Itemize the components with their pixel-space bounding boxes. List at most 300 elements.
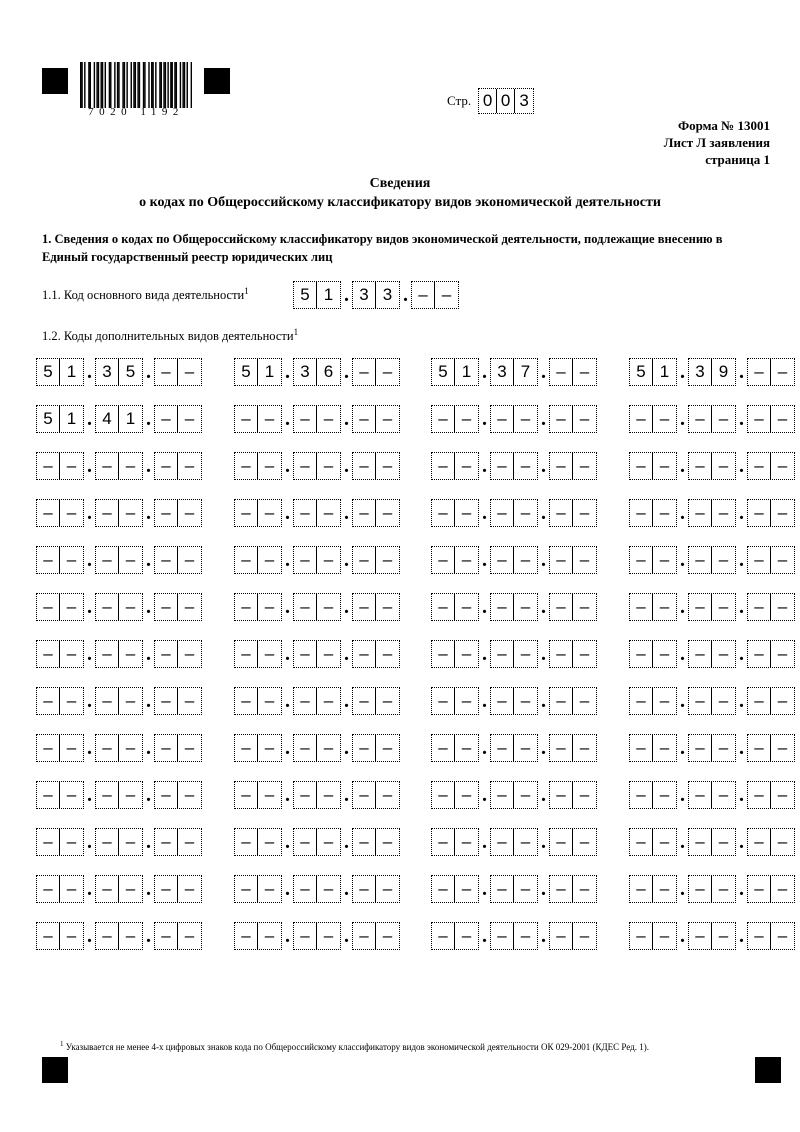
additional-code-cell[interactable]: – [235,641,258,667]
additional-code-cell[interactable]: – [125,503,136,522]
additional-code-cell[interactable]: – [382,597,393,616]
additional-code-cell[interactable]: – [382,503,393,522]
additional-code-cell[interactable]: – [37,500,60,526]
additional-code-cell[interactable]: – [235,406,258,432]
additional-code-cell[interactable]: – [382,926,393,945]
additional-code-pair[interactable] [549,734,597,762]
additional-code-cell[interactable]: – [264,691,275,710]
additional-code-cell[interactable]: – [125,691,136,710]
additional-code-pair[interactable] [154,452,202,480]
additional-code-cell[interactable]: – [264,738,275,757]
additional-code-cell[interactable]: – [66,832,77,851]
additional-code-pair[interactable] [688,405,736,433]
additional-code-pair[interactable] [36,687,84,715]
additional-code-cell[interactable]: – [579,362,590,381]
additional-code-cell[interactable]: 5 [432,359,455,385]
additional-code-cell[interactable]: 5 [37,359,60,385]
additional-code-field[interactable] [234,734,400,762]
additional-code-cell[interactable]: – [323,879,334,898]
additional-code-pair[interactable] [747,687,795,715]
additional-code-pair[interactable] [688,687,736,715]
additional-code-cell[interactable]: – [520,785,531,804]
additional-code-cell[interactable]: – [37,735,60,761]
additional-code-cell[interactable]: – [520,550,531,569]
additional-code-cell[interactable]: 1 [125,409,136,428]
additional-code-pair[interactable] [36,405,84,433]
additional-code-cell[interactable]: – [520,503,531,522]
additional-code-field[interactable] [629,875,795,903]
additional-code-pair[interactable] [490,546,538,574]
additional-code-cell[interactable]: – [37,876,60,902]
additional-code-cell[interactable]: – [432,641,455,667]
additional-code-cell[interactable]: 5 [125,362,136,381]
additional-code-cell[interactable]: – [37,641,60,667]
additional-code-cell[interactable]: 6 [323,362,334,381]
additional-code-pair[interactable] [95,828,143,856]
additional-code-pair[interactable] [549,452,597,480]
additional-code-pair[interactable] [36,358,84,386]
additional-code-cell[interactable]: – [125,644,136,663]
additional-code-pair[interactable] [747,875,795,903]
additional-code-pair[interactable] [747,405,795,433]
additional-code-cell[interactable]: – [155,782,178,808]
additional-code-cell[interactable]: – [659,456,670,475]
additional-code-cell[interactable]: – [689,500,712,526]
additional-code-cell[interactable]: – [630,735,653,761]
additional-code-cell[interactable]: – [184,550,195,569]
additional-code-pair[interactable] [490,781,538,809]
additional-code-pair[interactable] [629,546,677,574]
additional-code-cell[interactable]: – [520,409,531,428]
additional-code-pair[interactable] [293,781,341,809]
additional-code-pair[interactable] [431,734,479,762]
additional-code-cell[interactable]: – [659,832,670,851]
additional-code-pair[interactable] [234,828,282,856]
additional-code-pair[interactable] [431,358,479,386]
additional-code-field[interactable] [431,875,597,903]
additional-code-cell[interactable]: – [689,829,712,855]
additional-code-cell[interactable]: – [550,547,573,573]
additional-code-cell[interactable]: – [323,832,334,851]
additional-code-cell[interactable]: – [66,597,77,616]
additional-code-field[interactable] [629,781,795,809]
additional-code-cell[interactable]: – [264,644,275,663]
additional-code-cell[interactable]: – [630,406,653,432]
additional-code-pair[interactable] [36,922,84,950]
additional-code-pair[interactable] [490,405,538,433]
additional-code-cell[interactable]: – [323,738,334,757]
additional-code-field[interactable] [431,781,597,809]
additional-code-pair[interactable] [629,781,677,809]
additional-code-cell[interactable]: – [689,876,712,902]
additional-code-cell[interactable]: – [96,594,119,620]
additional-code-field[interactable] [629,452,795,480]
additional-code-cell[interactable]: – [66,738,77,757]
additional-code-cell[interactable]: – [37,688,60,714]
additional-code-pair[interactable] [234,734,282,762]
additional-code-cell[interactable]: – [235,829,258,855]
additional-code-field[interactable] [234,546,400,574]
main-activity-code-cell[interactable]: 1 [323,285,334,304]
additional-code-cell[interactable]: – [155,923,178,949]
additional-code-cell[interactable]: – [264,926,275,945]
additional-code-cell[interactable]: – [155,359,178,385]
additional-code-cell[interactable]: – [264,879,275,898]
additional-code-cell[interactable]: – [184,644,195,663]
additional-code-pair[interactable] [293,687,341,715]
additional-code-cell[interactable]: – [323,644,334,663]
additional-code-cell[interactable]: – [432,876,455,902]
additional-code-field[interactable] [36,499,202,527]
additional-code-field[interactable] [629,358,795,386]
additional-code-field[interactable] [629,828,795,856]
additional-code-field[interactable] [431,546,597,574]
additional-code-cell[interactable]: – [579,456,590,475]
additional-code-cell[interactable]: – [748,735,771,761]
additional-code-field[interactable] [234,640,400,668]
additional-code-cell[interactable]: – [689,688,712,714]
additional-code-pair[interactable] [36,452,84,480]
additional-code-cell[interactable]: – [155,547,178,573]
additional-code-cell[interactable]: – [579,503,590,522]
additional-code-pair[interactable] [352,499,400,527]
additional-code-cell[interactable]: – [235,500,258,526]
additional-code-cell[interactable]: – [579,550,590,569]
additional-code-cell[interactable]: – [155,453,178,479]
additional-code-field[interactable] [234,358,400,386]
additional-code-pair[interactable] [352,734,400,762]
additional-code-pair[interactable] [293,922,341,950]
additional-code-cell[interactable]: – [718,456,729,475]
additional-code-pair[interactable] [629,922,677,950]
additional-code-cell[interactable]: – [630,453,653,479]
additional-code-pair[interactable] [490,593,538,621]
additional-code-cell[interactable]: – [37,829,60,855]
additional-code-cell[interactable]: – [184,456,195,475]
additional-code-cell[interactable]: – [353,641,376,667]
additional-code-pair[interactable] [95,734,143,762]
additional-code-cell[interactable]: – [579,785,590,804]
additional-code-field[interactable] [36,452,202,480]
additional-code-pair[interactable] [688,781,736,809]
additional-code-pair[interactable] [352,358,400,386]
additional-code-cell[interactable]: – [155,829,178,855]
additional-code-cell[interactable]: – [550,641,573,667]
additional-code-cell[interactable]: – [659,644,670,663]
additional-code-cell[interactable]: – [718,550,729,569]
main-activity-code-cell[interactable]: – [412,282,435,308]
additional-code-cell[interactable]: – [432,688,455,714]
additional-code-field[interactable] [629,593,795,621]
additional-code-pair[interactable] [234,499,282,527]
additional-code-pair[interactable] [747,499,795,527]
page-number-cell[interactable]: 0 [497,89,515,113]
additional-code-cell[interactable]: 1 [66,409,77,428]
additional-code-cell[interactable]: – [184,926,195,945]
additional-code-cell[interactable]: – [630,876,653,902]
additional-code-cell[interactable]: – [777,503,788,522]
additional-code-cell[interactable]: – [550,594,573,620]
additional-code-cell[interactable]: – [718,879,729,898]
additional-code-cell[interactable]: – [777,550,788,569]
additional-code-cell[interactable]: – [323,691,334,710]
additional-code-field[interactable] [431,593,597,621]
additional-code-pair[interactable] [549,640,597,668]
additional-code-pair[interactable] [688,734,736,762]
additional-code-field[interactable] [36,734,202,762]
additional-code-pair[interactable] [36,499,84,527]
additional-code-pair[interactable] [154,828,202,856]
additional-code-pair[interactable] [154,546,202,574]
additional-code-cell[interactable]: – [294,688,317,714]
additional-code-field[interactable] [234,593,400,621]
additional-code-cell[interactable]: – [432,782,455,808]
additional-code-field[interactable] [36,405,202,433]
additional-code-cell[interactable]: – [125,785,136,804]
additional-code-cell[interactable]: – [630,500,653,526]
main-activity-code-cell[interactable]: 3 [353,282,376,308]
main-activity-code-cell[interactable]: – [441,285,452,304]
additional-code-pair[interactable] [234,640,282,668]
additional-code-pair[interactable] [154,734,202,762]
additional-code-cell[interactable]: 7 [520,362,531,381]
additional-code-cell[interactable]: – [382,832,393,851]
additional-code-pair[interactable] [431,593,479,621]
additional-code-cell[interactable]: – [491,735,514,761]
additional-code-pair[interactable] [431,546,479,574]
additional-code-cell[interactable]: – [155,406,178,432]
additional-code-cell[interactable]: – [777,456,788,475]
additional-code-cell[interactable]: – [264,785,275,804]
additional-code-pair[interactable] [490,499,538,527]
additional-code-cell[interactable]: – [323,456,334,475]
additional-code-cell[interactable]: – [579,832,590,851]
additional-code-cell[interactable]: – [66,785,77,804]
additional-code-cell[interactable]: – [432,500,455,526]
additional-code-cell[interactable]: – [264,503,275,522]
additional-code-cell[interactable]: – [461,832,472,851]
additional-code-cell[interactable]: – [353,923,376,949]
additional-code-cell[interactable]: – [718,926,729,945]
additional-code-cell[interactable]: – [748,359,771,385]
additional-code-cell[interactable]: – [125,926,136,945]
additional-code-cell[interactable]: – [294,735,317,761]
additional-code-pair[interactable] [688,828,736,856]
additional-code-cell[interactable]: – [659,550,670,569]
additional-code-cell[interactable]: – [777,738,788,757]
additional-code-pair[interactable] [36,546,84,574]
additional-code-cell[interactable]: – [66,550,77,569]
additional-code-field[interactable] [36,922,202,950]
additional-code-pair[interactable] [36,875,84,903]
additional-code-field[interactable] [234,452,400,480]
additional-code-cell[interactable]: – [748,453,771,479]
additional-code-cell[interactable]: – [579,879,590,898]
additional-code-pair[interactable] [688,922,736,950]
additional-code-cell[interactable]: – [659,738,670,757]
additional-code-cell[interactable]: 3 [491,359,514,385]
additional-code-cell[interactable]: – [294,594,317,620]
additional-code-cell[interactable]: – [432,829,455,855]
additional-code-cell[interactable]: – [235,594,258,620]
additional-code-pair[interactable] [629,452,677,480]
additional-code-pair[interactable] [490,687,538,715]
additional-code-pair[interactable] [490,922,538,950]
additional-code-cell[interactable]: – [689,453,712,479]
additional-code-pair[interactable] [293,640,341,668]
additional-code-pair[interactable] [154,687,202,715]
additional-code-field[interactable] [629,922,795,950]
additional-code-field[interactable] [36,828,202,856]
additional-code-cell[interactable]: – [718,691,729,710]
additional-code-pair[interactable] [431,781,479,809]
additional-code-cell[interactable]: – [659,503,670,522]
additional-code-cell[interactable]: – [155,641,178,667]
additional-code-cell[interactable]: – [461,456,472,475]
additional-code-pair[interactable] [293,405,341,433]
additional-code-cell[interactable]: – [579,738,590,757]
additional-code-cell[interactable]: – [235,782,258,808]
additional-code-pair[interactable] [293,358,341,386]
main-activity-code-cell[interactable]: 3 [382,285,393,304]
additional-code-cell[interactable]: – [353,782,376,808]
additional-code-cell[interactable]: 3 [96,359,119,385]
additional-code-pair[interactable] [352,687,400,715]
additional-code-cell[interactable]: – [96,782,119,808]
additional-code-cell[interactable]: – [353,876,376,902]
additional-code-cell[interactable]: – [353,500,376,526]
additional-code-field[interactable] [234,875,400,903]
additional-code-cell[interactable]: – [461,926,472,945]
additional-code-cell[interactable]: – [264,456,275,475]
additional-code-field[interactable] [36,640,202,668]
additional-code-pair[interactable] [688,499,736,527]
additional-code-pair[interactable] [688,452,736,480]
additional-code-field[interactable] [431,452,597,480]
additional-code-cell[interactable]: – [235,453,258,479]
additional-code-cell[interactable]: – [748,594,771,620]
additional-code-cell[interactable]: – [630,829,653,855]
additional-code-cell[interactable]: – [748,876,771,902]
additional-code-pair[interactable] [234,687,282,715]
additional-code-pair[interactable] [95,781,143,809]
additional-code-pair[interactable] [747,452,795,480]
additional-code-cell[interactable]: – [491,641,514,667]
additional-code-cell[interactable]: – [353,594,376,620]
additional-code-field[interactable] [629,499,795,527]
additional-code-pair[interactable] [234,593,282,621]
additional-code-pair[interactable] [154,405,202,433]
additional-code-cell[interactable]: – [323,597,334,616]
additional-code-cell[interactable]: – [184,785,195,804]
additional-code-cell[interactable]: – [155,594,178,620]
additional-code-pair[interactable] [629,405,677,433]
additional-code-cell[interactable]: – [579,644,590,663]
additional-code-pair[interactable] [352,640,400,668]
additional-code-cell[interactable]: – [689,547,712,573]
additional-code-pair[interactable] [688,546,736,574]
additional-code-field[interactable] [36,875,202,903]
additional-code-cell[interactable]: – [155,500,178,526]
additional-code-cell[interactable]: – [491,594,514,620]
additional-code-pair[interactable] [747,781,795,809]
additional-code-field[interactable] [36,687,202,715]
additional-code-cell[interactable]: – [491,688,514,714]
additional-code-cell[interactable]: – [184,832,195,851]
additional-code-cell[interactable]: – [294,876,317,902]
additional-code-cell[interactable]: – [777,362,788,381]
additional-code-cell[interactable]: 5 [37,406,60,432]
additional-code-field[interactable] [431,499,597,527]
additional-code-pair[interactable] [95,499,143,527]
additional-code-field[interactable] [431,828,597,856]
additional-code-cell[interactable]: – [66,503,77,522]
additional-code-cell[interactable]: – [432,594,455,620]
additional-code-field[interactable] [234,687,400,715]
additional-code-cell[interactable]: – [520,691,531,710]
additional-code-cell[interactable]: – [37,547,60,573]
additional-code-cell[interactable]: – [630,594,653,620]
additional-code-pair[interactable] [549,546,597,574]
additional-code-pair[interactable] [549,875,597,903]
additional-code-pair[interactable] [747,358,795,386]
additional-code-cell[interactable]: – [550,923,573,949]
additional-code-pair[interactable] [154,875,202,903]
additional-code-pair[interactable] [629,640,677,668]
additional-code-pair[interactable] [431,452,479,480]
additional-code-cell[interactable]: – [748,688,771,714]
additional-code-field[interactable] [36,358,202,386]
additional-code-cell[interactable]: 3 [689,359,712,385]
additional-code-pair[interactable] [629,875,677,903]
additional-code-cell[interactable]: – [461,409,472,428]
additional-code-field[interactable] [234,922,400,950]
additional-code-cell[interactable]: – [748,641,771,667]
additional-code-cell[interactable]: – [491,547,514,573]
main-activity-code-cell[interactable]: 5 [294,282,317,308]
additional-code-cell[interactable]: – [461,879,472,898]
additional-code-cell[interactable]: – [96,735,119,761]
additional-code-cell[interactable]: – [550,688,573,714]
additional-code-cell[interactable]: – [520,456,531,475]
additional-code-cell[interactable]: – [630,688,653,714]
additional-code-cell[interactable]: – [353,735,376,761]
additional-code-pair[interactable] [549,828,597,856]
additional-code-cell[interactable]: – [264,550,275,569]
additional-code-pair[interactable] [352,781,400,809]
additional-code-field[interactable] [431,734,597,762]
additional-code-pair[interactable] [95,922,143,950]
additional-code-pair[interactable] [549,499,597,527]
additional-code-cell[interactable]: – [294,923,317,949]
additional-code-cell[interactable]: – [96,688,119,714]
additional-code-pair[interactable] [95,875,143,903]
additional-code-cell[interactable]: – [432,406,455,432]
additional-code-pair[interactable] [747,640,795,668]
additional-code-cell[interactable]: – [659,597,670,616]
additional-code-cell[interactable]: – [491,876,514,902]
additional-code-pair[interactable] [293,875,341,903]
additional-code-pair[interactable] [352,546,400,574]
additional-code-cell[interactable]: – [125,832,136,851]
additional-code-cell[interactable]: – [125,597,136,616]
additional-code-pair[interactable] [95,593,143,621]
additional-code-field[interactable] [36,781,202,809]
additional-code-cell[interactable]: – [37,594,60,620]
additional-code-cell[interactable]: – [579,691,590,710]
additional-code-cell[interactable]: – [294,453,317,479]
additional-code-cell[interactable]: 3 [294,359,317,385]
